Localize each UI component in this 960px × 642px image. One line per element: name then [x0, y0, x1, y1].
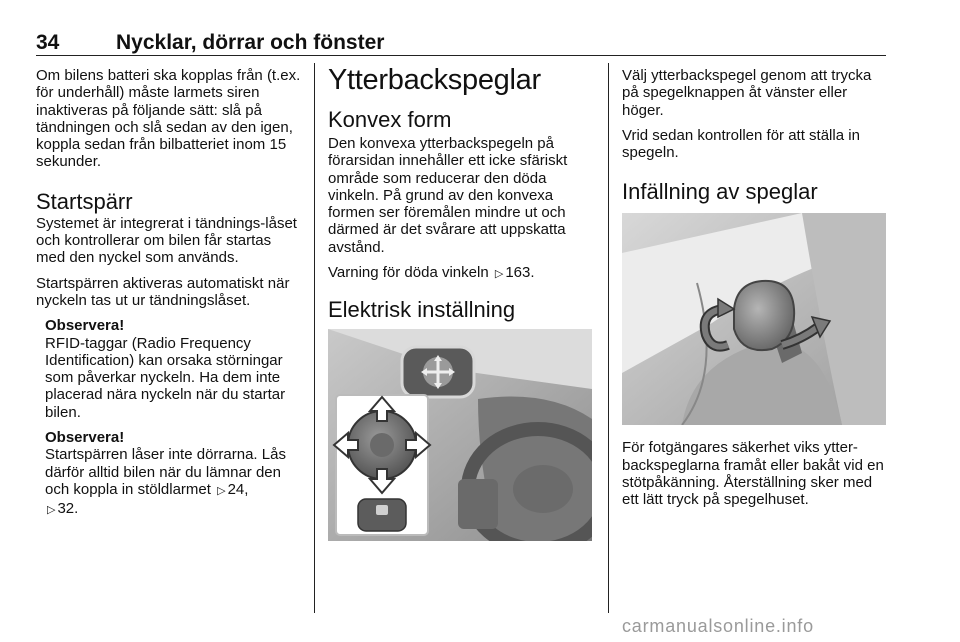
column-3: [622, 67, 890, 517]
column-divider-1: [314, 63, 315, 613]
battery-intro-paragraph: Om bilens batteri ska kopplas från (t.ex. för underhåll) måste larmets siren inaktiveras på följande sätt: slå på tändningen och slå sedan av den igen, koppla sedan från bilbatteriet inom 15 sekunder.: [36, 67, 301, 171]
blind-spot-text: Varning för döda vinkeln: [328, 264, 489, 282]
mirror-control-illustration: [328, 329, 592, 541]
mirror-folding-illustration: [622, 213, 886, 425]
column-divider-2: [608, 63, 609, 613]
column-2: [328, 64, 600, 541]
page-reference-link[interactable]: 163.: [505, 264, 535, 282]
note-rfid: [45, 317, 304, 421]
page-reference-link[interactable]: 32.: [57, 500, 79, 518]
blind-spot-reference: [328, 264, 600, 283]
note-label: Observera!: [45, 429, 125, 447]
note-rfid-text: RFID-taggar (Radio Frequency Identification) kan orsaka störningar som påverkar nyckeln. Ha dem inte placerad nära nyckeln när du startar bilen.: [45, 334, 286, 421]
note-lock-text: [45, 446, 304, 519]
page-number: 34: [36, 31, 60, 54]
infallning-heading: Infällning av speglar: [622, 179, 818, 205]
page-reference-icon: ▷: [494, 268, 504, 281]
note-label: Observera!: [45, 317, 125, 335]
watermark: carmanualsonline.info: [622, 616, 814, 636]
adjust-mirror-paragraph: Vrid sedan kontrollen för att ställa in spegeln.: [622, 126, 860, 162]
elektrisk-installning-heading: Elektrisk inställning: [328, 297, 516, 323]
note-lock: [45, 429, 304, 519]
note-lock-body: Startspärren låser inte dörrarna. Lås därför alltid bilen när du lämnar den och koppla in stöldlarmet: [45, 446, 286, 498]
column-1: [36, 67, 304, 528]
page-reference-link[interactable]: 24,: [227, 480, 249, 498]
page-reference-icon: ▷: [47, 504, 56, 517]
startsparr-heading: Startspärr: [36, 188, 133, 214]
page-reference-icon: ▷: [217, 484, 226, 497]
chapter-title: Nycklar, dörrar och fönster: [116, 31, 385, 54]
section-title-ytterbackspeglar: Ytterbackspeglar: [328, 64, 541, 96]
konvex-paragraph: Den konvexa ytterbackspegeln på förarsidan innehåller ett icke sfäriskt område som reducerar den döda vinkeln. På grund av den konvexa formen ser föremålen mindre ut och därmed är det svårare att uppskatta avstånd.: [328, 135, 568, 256]
select-mirror-paragraph: Välj ytterbackspegel genom att trycka på spegelknappen åt vänster eller höger.: [622, 67, 872, 119]
header-rule: [36, 55, 886, 56]
startsparr-paragraph-1: Systemet är integrerat i tändnings-låset och kontrollerar om bilen får startas med den nyckel som används.: [36, 214, 297, 267]
konvex-form-heading: Konvex form: [328, 107, 452, 132]
pedestrian-safety-paragraph: För fotgängares säkerhet viks ytter-backspeglarna framåt eller bakåt vid en stötpåkänning. Återställning sker med ett lätt tryck på spegelhuset.: [622, 439, 884, 509]
startsparr-paragraph-2: Startspärren aktiveras automatiskt när nyckeln tas ut ur tändningslåset.: [36, 274, 290, 309]
